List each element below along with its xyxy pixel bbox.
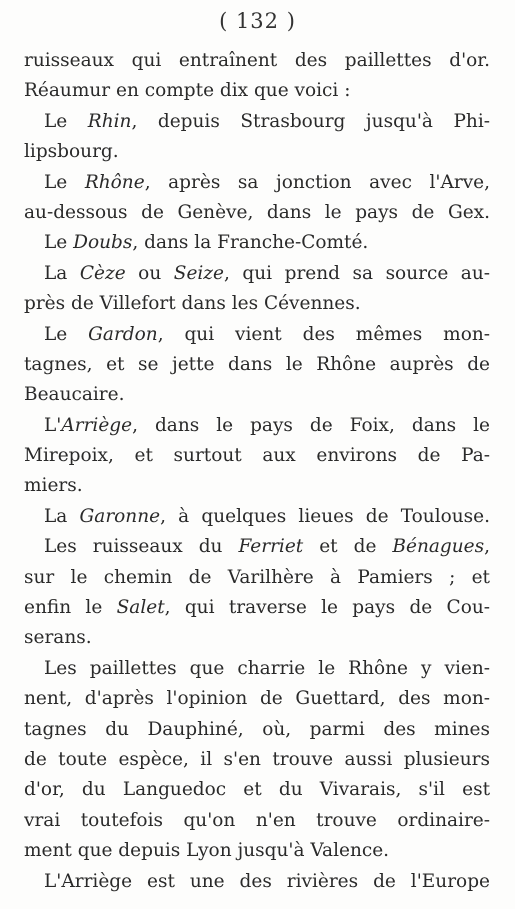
italic-text-segment: Salet (116, 597, 165, 619)
text-line (24, 806, 490, 836)
text-segment: L'Arriège est une des rivières de l'Europe (44, 870, 490, 892)
italic-text-segment: Garonne (79, 505, 161, 527)
text-segment: ment que depuis Lyon jusqu'à Valence. (24, 840, 390, 862)
text-line (24, 168, 490, 198)
text-segment: Les ruisseaux du (44, 536, 239, 558)
text-segment: Le (44, 232, 74, 254)
text-line (24, 76, 490, 106)
text-segment: sur le chemin de Varilhère à Pamiers ; et (24, 566, 490, 588)
text-line (24, 289, 490, 319)
text-segment: La (44, 505, 80, 527)
italic-text-segment: Seize (173, 262, 224, 284)
text-segment: , depuis Strasbourg jusqu'à Phi- (131, 110, 490, 132)
text-segment: vrai toutefois qu'on n'en trouve ordinaire- (24, 809, 490, 831)
text-line (24, 107, 490, 137)
text-line (24, 563, 490, 593)
text-line (24, 502, 490, 532)
text-segment: Le (44, 110, 88, 132)
text-segment: miers. (24, 475, 83, 497)
text-segment: L' (44, 414, 62, 436)
text-segment: nent, d'après l'opinion de Guettard, des mon- (24, 688, 490, 710)
text-segment: Réaumur en compte dix que voici : (24, 80, 351, 102)
text-line (24, 532, 490, 562)
text-line (24, 441, 490, 471)
text-line (24, 320, 490, 350)
italic-text-segment: Rhin (87, 110, 132, 132)
text-segment: , (484, 536, 490, 558)
text-line (24, 46, 490, 76)
text-segment: Le (44, 171, 85, 193)
text-segment: ou (125, 262, 174, 284)
body-text (24, 46, 490, 897)
text-segment: Mirepoix, et surtout aux environs de Pa- (24, 445, 490, 467)
text-line (24, 380, 490, 410)
text-segment: Beaucaire. (24, 384, 125, 406)
text-segment: d'or, du Languedoc et du Vivarais, s'il est (24, 779, 490, 801)
text-line (24, 228, 490, 258)
italic-text-segment: Gardon (88, 323, 158, 345)
text-line (24, 350, 490, 380)
text-segment: , après sa jonction avec l'Arve, (144, 171, 490, 193)
text-segment: , qui traverse le pays de Cou- (164, 597, 490, 619)
italic-text-segment: Doubs (73, 232, 133, 254)
italic-text-segment: Arriège (61, 414, 133, 436)
text-segment: , dans le pays de Foix, dans le (132, 414, 490, 436)
text-segment: , dans la Franche-Comté. (132, 232, 369, 254)
text-line (24, 198, 490, 228)
text-segment: ruisseaux qui entraînent des paillettes d'or. (24, 50, 490, 71)
text-line (24, 775, 490, 805)
italic-text-segment: Ferriet (238, 536, 304, 558)
text-line (24, 593, 490, 623)
text-line (24, 259, 490, 289)
italic-text-segment: Rhône (84, 171, 145, 193)
text-line (24, 411, 490, 441)
text-segment: tagnes, et se jette dans le Rhône auprès de (24, 353, 490, 375)
text-line (24, 684, 490, 714)
text-line (24, 471, 490, 501)
text-segment: au-dessous de Genève, dans le pays de Gex. (24, 201, 490, 223)
text-line (24, 745, 490, 775)
italic-text-segment: Cèze (79, 262, 126, 284)
text-segment: et de (303, 536, 393, 558)
text-line (24, 836, 490, 866)
text-line (24, 137, 490, 167)
text-segment: , qui prend sa source au- (224, 262, 490, 284)
text-segment: , à quelques lieues de Toulouse. (160, 505, 490, 527)
text-segment: La (44, 262, 80, 284)
text-line (24, 867, 490, 897)
text-segment: serans. (24, 627, 92, 649)
text-segment: Le (44, 323, 89, 345)
text-segment: près de Villefort dans les Cévennes. (24, 293, 361, 315)
text-line (24, 654, 490, 684)
text-segment: de toute espèce, il s'en trouve aussi plusieurs (24, 748, 490, 770)
text-segment: lipsbourg. (24, 141, 119, 163)
text-segment: enfin le (24, 597, 117, 619)
text-segment: , qui vient des mêmes mon- (157, 323, 490, 345)
page-number: ( 132 ) (219, 9, 296, 33)
text-segment: tagnes du Dauphiné, où, parmi des mines (24, 718, 490, 740)
text-segment: Les paillettes que charrie le Rhône y vien- (44, 657, 490, 679)
italic-text-segment: Bénagues (392, 536, 485, 558)
text-line (24, 715, 490, 745)
text-line (24, 623, 490, 653)
